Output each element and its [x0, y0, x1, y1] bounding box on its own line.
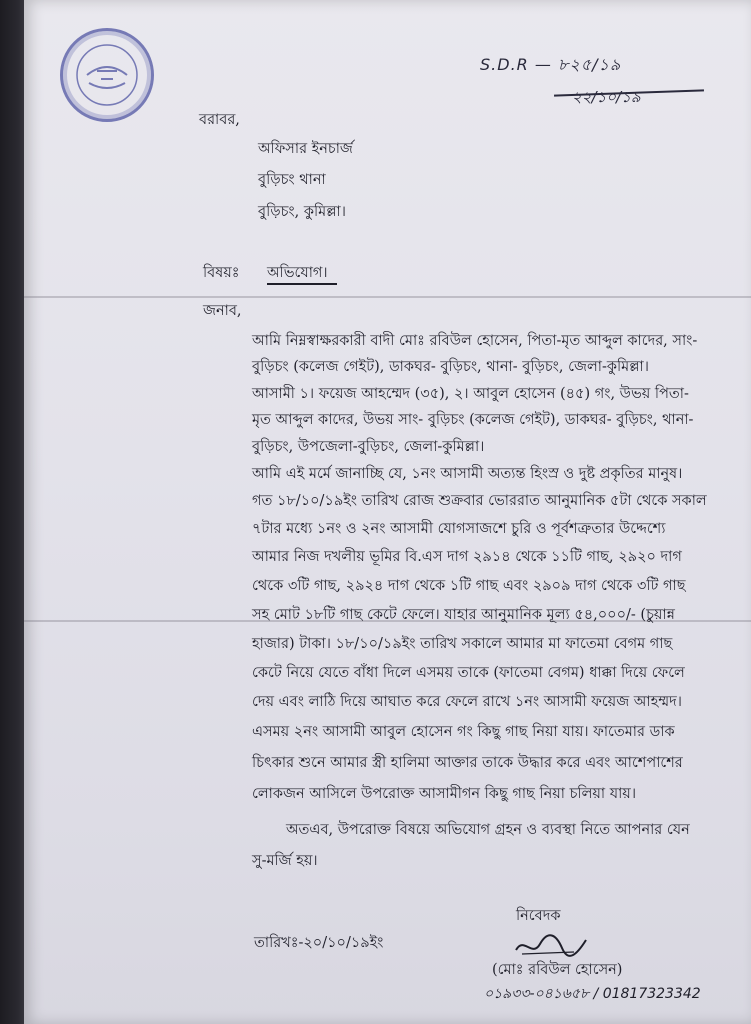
greeting: জনাব,: [203, 303, 242, 319]
salutation-to: বরাবর,: [199, 112, 240, 128]
body-line: গত ১৮/১০/১৯ইং তারিখ রোজ শুক্রবার ভোররাত আনুমানিক ৫টা থেকে সকাল: [252, 493, 707, 509]
body-line: আমার নিজ দখলীয় ভূমির বি.এস দাগ ২৯১৪ থেকে ১১টি গাছ, ২৯২০ দাগ: [252, 549, 682, 565]
body-line: এসময় ২নং আসামী আবুল হোসেন গং কিছু গাছ নিয়া যায়। ফাতেমার ডাক: [252, 724, 675, 740]
body-line: আমি এই মর্মে জানাচ্ছি যে, ১নং আসামী অত্যন্ত হিংস্র ও দুষ্ট প্রকৃতির মানুষ।: [252, 466, 683, 482]
handwritten-signature: [512, 930, 592, 966]
body-line: কেটে নিয়ে যেতে বাঁধা দিলে এসময় তাকে (ফাতেমা বেগম) ধাক্কা দিয়ে ফেলে: [252, 665, 685, 681]
body-line: মৃত আব্দুল কাদের, উভয় সাং- বুড়িচং (কলেজ গেইট), ডাকঘর- বুড়িচং, থানা-: [252, 412, 694, 428]
complaint-date: তারিখঃ-২০/১০/১৯ইং: [254, 935, 384, 951]
signature-icon: [512, 930, 592, 962]
body-line: সু-মর্জি হয়।: [252, 853, 318, 869]
subject-underline: [267, 283, 337, 285]
seal-icon: [63, 31, 151, 119]
signatory-name: (মোঃ রবিউল হোসেন): [492, 962, 623, 978]
body-line: থেকে ৩টি গাছ, ২৯২৪ দাগ থেকে ১টি গাছ এবং ২৯০৯ দাগ থেকে ৩টি গাছ: [252, 578, 686, 594]
body-line: চিৎকার শুনে আমার স্ত্রী হালিমা আক্তার তাকে উদ্ধার করে এবং আশেপাশের: [252, 755, 683, 771]
handwritten-reference-date: ২২/১০/১৯: [572, 88, 641, 106]
recipient-location: বুড়িচং, কুমিল্লা।: [258, 204, 346, 220]
body-line: লোকজন আসিলে উপরোক্ত আসামীগন কিছু গাছ নিয়া চলিয়া যায়।: [252, 786, 637, 802]
complaint-letter-sheet: [24, 0, 751, 1024]
recipient-station: বুড়িচং থানা: [258, 172, 326, 188]
handwritten-reference-number: S.D.R — ৮২৫/১৯: [480, 55, 622, 74]
body-line: বুড়িচং, উপজেলা-বুড়িচং, জেলা-কুমিল্লা।: [252, 439, 485, 455]
body-line: হাজার) টাকা। ১৮/১০/১৯ইং তারিখ সকালে আমার মা ফাতেমা বেগম গাছ: [252, 636, 673, 652]
official-seal-stamp: [60, 28, 154, 122]
body-line: আমি নিম্নস্বাক্ষরকারী বাদী মোঃ রবিউল হোসেন, পিতা-মৃত আব্দুল কাদের, সাং-: [252, 333, 698, 349]
paper-fold-line: [24, 296, 751, 298]
body-line: অতএব, উপরোক্ত বিষয়ে অভিযোগ গ্রহন ও ব্যবস্থা নিতে আপনার যেন: [286, 822, 690, 838]
body-line: বুড়িচং (কলেজ গেইট), ডাকঘর- বুড়িচং, থানা- বুড়িচং, জেলা-কুমিল্লা।: [252, 359, 649, 375]
body-line: দেয় এবং লাঠি দিয়ে আঘাত করে ফেলে রাখে ১নং আসামী ফয়েজ আহম্মদ।: [252, 694, 682, 710]
closing-label: নিবেদক: [516, 908, 561, 924]
subject-value: অভিযোগ।: [267, 265, 328, 281]
body-line: আসামী ১। ফয়েজ আহম্মেদ (৩৫), ২। আবুল হোসেন (৪৫) গং, উভয় পিতা-: [252, 386, 689, 402]
body-line: ৭টার মধ্যে ১নং ও ২নং আসামী যোগসাজশে চুরি ও পূর্বশত্রুতার উদ্দেশ্যে: [252, 521, 666, 537]
body-line: সহ মোট ১৮টি গাছ কেটে ফেলে। যাহার আনুমানিক মূল্য ৫৪,০০০/- (চুয়ান্ন: [252, 607, 675, 623]
subject-label: বিষয়ঃ: [203, 265, 240, 281]
recipient-title: অফিসার ইনচার্জ: [258, 141, 353, 157]
handwritten-phone-numbers: ০১৯৩৩-০৪১৬৫৮ / 01817323342: [484, 986, 701, 1002]
